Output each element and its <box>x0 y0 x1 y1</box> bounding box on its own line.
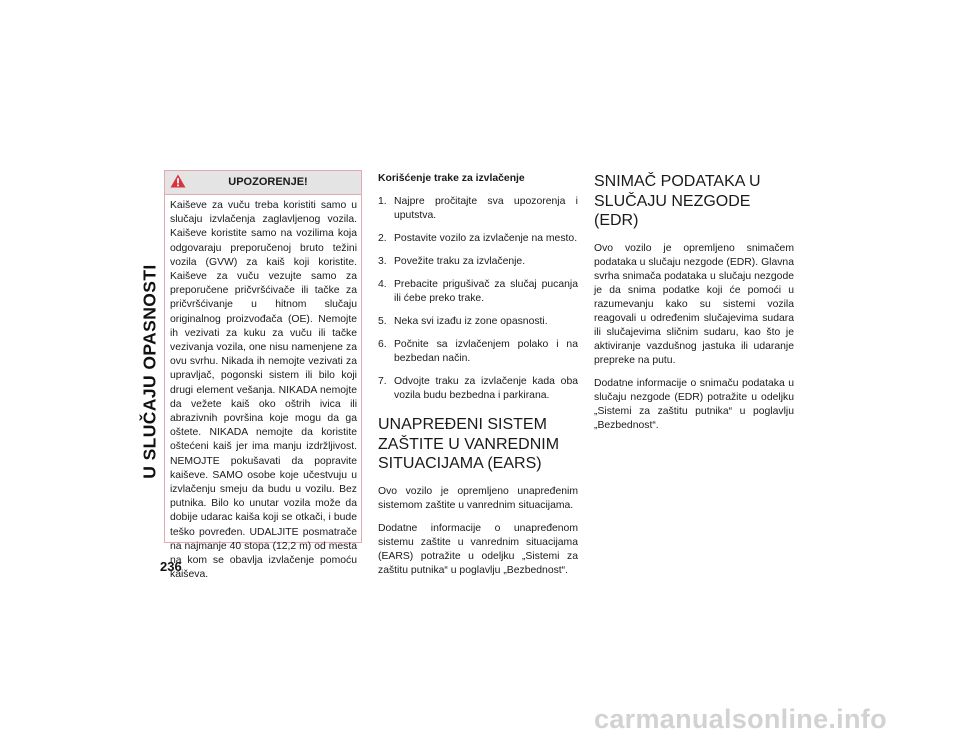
section-title: U SLUČAJU OPASNOSTI <box>139 264 160 479</box>
step-text: Najpre pročitajte sva upozorenja i uputstva. <box>394 196 578 221</box>
usage-heading: Korišćenje trake za izvlačenje <box>378 173 525 184</box>
step-number: 6. <box>378 339 387 350</box>
edr-paragraph: Dodatne informacije o snimaču podataka u slučaju nezgode (EDR) potražite u odeljku „Sistemi za zaštitu putnika“ u poglavlju „Bezbednost“. <box>594 377 794 431</box>
middle-column <box>378 172 578 587</box>
warning-title: UPOZORENJE! <box>228 176 308 188</box>
usage-steps <box>378 195 578 403</box>
step-text: Odvojte traku za izvlačenje kada oba vozila budu bezbedna i parkirana. <box>394 376 578 401</box>
warning-header <box>165 171 361 195</box>
step-text: Počnite sa izvlačenjem polako i na bezbedan način. <box>394 339 578 364</box>
ears-paragraph: Ovo vozilo je opremljeno unapređenim sistemom zaštite u vanrednim situacijama. <box>378 485 578 511</box>
page-number: 236 <box>160 559 182 574</box>
step-number: 2. <box>378 233 387 244</box>
step-number: 3. <box>378 256 387 267</box>
list-item <box>378 278 578 306</box>
step-number: 1. <box>378 196 387 207</box>
step-number: 4. <box>378 279 387 290</box>
step-text: Prebacite prigušivač za slučaj pucanja ili ćebe preko trake. <box>394 279 578 304</box>
ears-paragraph: Dodatne informacije o unapređenom sistemu zaštite u vanrednim situacijama (EARS) potražite u odeljku „Sistemi za zaštitu putnika“ u poglavlju „Bezbednost“. <box>378 522 578 576</box>
list-item <box>378 338 578 366</box>
step-text: Povežite traku za izvlačenje. <box>394 256 526 267</box>
list-item <box>378 232 578 246</box>
list-item <box>378 375 578 403</box>
step-number: 5. <box>378 316 387 327</box>
warning-text: Kaiševe za vuču treba koristiti samo u slučaju izvlačenja zaglavljenog vozila. Kaiševe koristite samo na vozilima koja odgovaraju preporučenoj bruto težini vozila (GVW) za kaiš koji koristite. Kaiševe za vuču vezujte samo za preporučene pričvršćivače ili tačke za pričvršćivanje u hitnom slučaju originalnog proizvođača (OE). Nemojte ih vezivati za kuku za vuču ili tačke vezivanja vozila, one nisu namenjene za ovu svrhu. Nikada ih nemojte vezivati za upravljač, pogonski sistem ili bilo koji drugi element vešanja. NIKADA nemojte da vežete kaiš oko oštrih ivica ili abrazivnih površina koje mogu da ga oštete. NIKADA nemojte da koristite oštećeni kaiš jer ima manju izdržljivost. NEMOJTE pokušavati da popravite kaiševe. SAMO osobe koje učestvuju u izvlačenju smeju da budu u vozilu. Bez putnika. Bilo ko unutar vozila može da dobije udarac kaiša koji se otkači, i bude teško povređen. UDALJITE posmatrače na najmanje 40 stopa (12,2 m) od mesta na kom se obavlja izvlačenje pomoću kaiševa. <box>170 200 357 581</box>
step-text: Neka svi izađu iz zone opasnosti. <box>394 316 548 327</box>
ears-heading: UNAPREĐENI SISTEM ZAŠTITE U VANREDNIM SITUACIJAMA (EARS) <box>378 416 560 472</box>
step-number: 7. <box>378 376 387 387</box>
edr-paragraph: Ovo vozilo je opremljeno snimačem podataka u slučaju nezgode (EDR). Glavna svrha snimača podataka u slučaju nezgode je da snima podatke koji će pomoći u razumevanju kako su sistemi vozila reagovali u određenim slučajevima sudara ili slučajevima sličnim sudaru, kao što je aktiviranje vazdušnog jastuka ili udaranje prepreke na putu. <box>594 242 794 366</box>
step-text: Postavite vozilo za izvlačenje na mesto. <box>394 233 578 244</box>
watermark: carmanualsonline.info <box>594 704 887 734</box>
edr-heading: SNIMAČ PODATAKA U SLUČAJU NEZGODE (EDR) <box>594 173 761 229</box>
list-item <box>378 195 578 223</box>
list-item <box>378 255 578 269</box>
section-sidebar-tab <box>140 174 160 569</box>
list-item <box>378 315 578 329</box>
right-column <box>594 172 794 442</box>
